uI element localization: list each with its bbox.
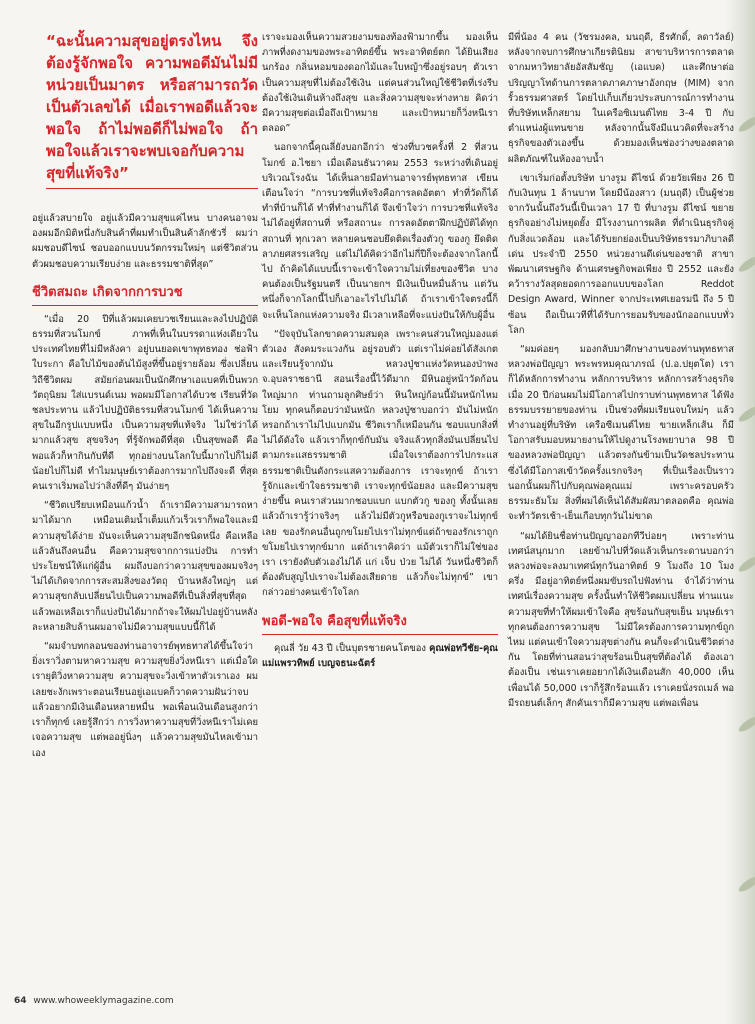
body-paragraph: เขาเริ่มก่อตั้งบริษัท บางรูม ดีไซน์ ด้วยวัยเพียง 26 ปี กับเงินทุน 1 ล้านบาท โดยมีน้องสาว (มนฤดี) เป็นผู้ช่วย จากวันนั้นถึงวันนี้เป็นเวลา 17 ปี ที่บางรูม ดีไซน์ ขยายธุรกิจอย่างไม่หยุดยั้ง มีโรงงานการผลิต ที่ดำเนินธุรกิจคู่กับสิ่งแวดล้อม และได้รับยกย่องเป็นบริษัทธรรมาภิบาลดีเด่น ประจำปี 2550 หน่วยงานดีเด่นของชาติ สาขาพัฒนาเศรษฐกิจ ด้านเศรษฐกิจพอเพียง ปี 2552 และยังคว้ารางวัลสุดยอดการออกแบบของโลก Reddot Design Award, Winner จากประเทศเยอรมนี ถึง 5 ปีซ้อน ถือเป็นเวทีที่ได้รับการยอมรับของนักออกแบบทั่วโลก [508,172,734,336]
body-paragraph: นอกจากนี้คุณลี่ยังบอกอีกว่า ช่วงที่บวชครั้งที่ 2 ที่สวนโมกข์ อ.ไชยา เมื่อเดือนธันวาคม 2553 ระหว่างที่เดินอยู่บริเวณโรงฉัน ได้เห็นลายมือท่านอาจารย์พุทธทาส เขียนเตือนใจว่า “การบวชที่แท้จริงคือการลดอัตตา ทำที่วัดก็ได้ ทำที่บ้านก็ได้ ทำที่ทำงานก็ได้ จึงเข้าใจว่า การบวชที่แท้จริงไม่ได้อยู่ที่สถานที่ หรือสถานะ การลดอัตตาฝึกปฏิบัติได้ทุกสถานที่ ทุกเวลา หลายคนชอบยึดติดเรื่องตัวกู ของกู ยึดติดลาภยศสรรเสริญ แต่ไม่ได้คิดว่าอีกไม่กี่ปีก็จะต้องจากโลกนี้ไป ถ้าคิดได้แบบนี้เราจะเข้าใจความไม่เที่ยงของชีวิต บางคนต้องเป็นรัฐมนตรี เป็นนายกฯ มีเงินเป็นหมื่นล้าน แต่วันหนึ่งก็จากโลกนี้ไปก็เอาอะไรไปไม่ได้ ถ้าเราเข้าใจตรงนี้ก็จะเห็นโลกแห่งความจริง มีเวลาเหลือที่จะแบ่งปันให้กับผู้อื่น [262,142,498,321]
pull-quote-text: “ฉะนั้นความสุขอยู่ตรงไหน จึงต้องรู้จักพอใจ ความพอดีมันไม่มีหน่วยเป็นมาตร หรือสามารถวัดเป็นตัวเลขได้ เมื่อเราพอดีแล้วจะพอใจ ถ้าไม่พอดีก็ไม่พอใจ ถ้าพอใจแล้วเราจะพบเจอกับความสุขที่แท้จริง” [46,30,258,189]
body-paragraph-final [262,641,498,671]
body-paragraph: “ผมจำบทกลอนของท่านอาจารย์พุทธทาสได้ขึ้นใจว่า ยิ่งเราวิ่งตามหาความสุข ความสุขยิ่งวิ่งหนีเรา แต่เมื่อใดเรายุติวิ่งหาความสุข ความสุขจะวิ่งเข้าหาตัวเราเอง ผมเลยชะงักเพราะตอนเรียนอยู่เอแบคก็วาดความฝันว่าจบแล้วอยากมีเงินเดือนหลายหมื่น พอเพื่อนเงินเดือนสูงกว่า เราก็ทุกข์ เลยรู้สึกว่า การวิ่งหาความสุขที่วิ่งหนีเราไม่เคยเจอความสุข แต่พออยู่นิ่งๆ แล้วความสุขมันไหลเข้ามาเอง [32,641,258,759]
body-paragraph: “ชีวิตเปรียบเหมือนแก้วน้ำ ถ้าเรามีความสามารถหามาได้มาก เหมือนเติมน้ำเต็มแก้วเร็วเราก็พอใจและมีความสุขได้ง่าย มันจะเห็นความสุขอีกชนิดหนึ่ง คือเหลือแล้วลันถึงคนอื่น คือความสุขจากการแบ่งปัน การทำประโยชน์ให้แก่ผู้อื่น ผมถึงบอกว่าความสุขของผมจริงๆ ไม่ได้เกิดจากการสะสมสิ่งของวัตถุ บ้านหลังใหญ่ๆ แต่ความสุขกลับเปลี่ยนไปเป็นความพอดีที่เป็นสิ่งที่สุขที่สุด แล้วพอเหลือเราก็แบ่งปันได้มากถ้าจะให้ผมไปอยู่บ้านหลังละหลายสิบล้านผมอาจไม่มีความสุขแบบนี้ก็ได้ [32,500,258,633]
column-left [32,30,258,765]
body-paragraph: เราจะมองเห็นความสวยงามของท้องฟ้ามากขึ้น มองเห็นภาพที่งดงามของพระอาทิตย์ขึ้น พระอาทิตย์ตก ได้ยินเสียงนกร้อง กลิ่นหอมของดอกไม้และใบหญ้าซึ่งอยู่รอบๆ ตัวเรา เป็นความสุขที่ไม่ต้องใช้เงิน แต่คนส่วนใหญ่ใช้ชีวิตที่เร่งรีบ ต้องใช้เงินเดินห้างถึงสุข และสิ่งความสุขจะห่างหาย คิดว่ามีความสุขต่อเมื่อถึงเป้าหมาย และเป้าหมายก็วิ่งหนีเราตลอด” [262,32,498,135]
leaf-shape [737,554,755,574]
section-heading-ordination: ชีวิตสมถะ เกิดจากการบวช [32,284,258,306]
body-paragraph: “ผมค่อยๆ มองกลับมาศึกษางานของท่านพุทธทาส หลวงพ่อปัญญา พระพรหมคุณาภรณ์ (ป.อ.ปยุตโต) เราก็ได้หลักการทำงาน หลักการบริหาร หลักการสร้างธุรกิจ เมื่อ 20 ปีก่อนผมไม่มีโอกาสไปกราบท่านพุทธทาส ได้ฟังธรรมบรรยายของท่าน เป็นช่วงที่ผมเรียนจบใหม่ๆ แล้วทำงานอยู่ที่บริษัท เครือซีเมนต์ไทย ขายเหล็กเส้น ก็มีโอกาสรับมอบหมายงานให้ไปดูงานโรงพยาบาล 98 ปี ของหลวงพ่อปัญญา แล้วตรงกันข้ามเป็นวัดชลประทาน ซึ่งได้มีโอกาสเข้าวัดครั้งแรกจริงๆ ที่เป็นเรื่องเป็นราว นอกนั้นผมก็ไปกับคุณพ่อคุณแม่ เพราะครอบครัวธรรมะธัมโม สิ่งที่ผมได้เห็นได้สัมผัสมาตลอดคือ คุณพ่อจะทำวัตรเช้า-เย็นเกือบทุกวันไม่ขาด [508,344,734,523]
column-middle [262,30,498,675]
intro-paragraph: อยู่แล้วสบายใจ อยู่แล้วมีความสุขแค่ไหน บางคนอาจมองผมอีกมิติหนึ่งกับสินค้าที่ผมทำเป็นสินค้าลักชัวรี่ ผมว่าผมชอบดีไซน์ ชอบออกแบบนวัตกรรมใหม่ๆ แต่ชีวิตส่วนตัวผมชอบความเรียบง่าย และธรรมชาติที่สุด” [32,213,258,270]
body-paragraph: “ปัจจุบันโลกขาดความสมดุล เพราะคนส่วนใหญ่มองแต่ตัวเอง สังคมระแวงกัน อยู่รอบตัว แต่เราไม่ค่อยได้สังเกตและเรียนรู้จากมัน หลวงปู่ชาแห่งวัดหนองป่าพง จ.อุบลราชธานี สอนเรื่องนี้ไว้ดีมาก มีหินอยู่หน้าวัดก้อนใหญ่มาก ท่านถามลูกศิษย์ว่า หินใหญ่ก้อนนี้มันหนักไหมโยม ทุกคนก็ตอบว่ามันหนัก หลวงปู่ชาบอกว่า มันไม่หนักหรอกถ้าเราไม่ไปแบกมัน ชีวิตเราก็เหมือนกัน ชอบแบกสิ่งที่ไม่ได้ดังใจ แล้วเราก็ทุกข์กับมัน จริงแล้วทุกสิ่งมันเปลี่ยนไปตามกระแสธรรมชาติ เมื่อใจเราต้องการไปกระแสธรรมชาติเป็นดังกระแสความต้องการ เราจะทุกข์ ถ้าเรารู้จักและเข้าใจธรรมชาติ เราจะทุกข์น้อยลง และมีความสุขง่ายขึ้น คนเราส่วนมากชอบแบก แบกตัวกู ของกู ทั้งนั้นเลย แล้วถ้าเรารู้ว่าจริงๆ แล้วไม่มีตัวกูหรือของกูเราจะไม่ทุกข์เลย ของรักคนอื่นถูกขโมยไปเราไม่ทุกข์แต่ถ้าของรักเราถูกขโมยไปเราทุกข์มาก แต่ถ้าเราคิดว่า แม้ตัวเราก็ไม่ใช่ของเรา เรายังดับตัวเองไม่ได้ แก่ เจ็บ ป่วย ไม่ได้ วันหนึ่งชีวิตก็ต้องดับสูญไปเราจะไม่ต้องเสียดาย แล้วก็จะไม่ทุกข์” เขากล่าวอย่างคนเข้าใจโลก [262,328,498,599]
body-paragraph: “เมื่อ 20 ปีที่แล้วผมเคยบวชเรียนและลงไปปฏิบัติธรรมที่สวนโมกข์ ภาพที่เห็นในบรรดาแห่งเดียวในประเทศไทยที่ไม่มีหลังคา อยู่บนยอดเขาพุทธทอง ช่อฟ้าใบระกา คือใบไม้ของต้นไม้สูงที่ขึ้นอยู่รายล้อม ซึ่งเปลี่ยนวิถีชีวิตผม สมัยก่อนผมเป็นนักศึกษาเอแบคที่เป็นพวกวัตถุนิยม ใส่แบรนด์เนม พอผมมีโอกาสได้บวช เรียนที่วัดชลประทาน แล้วไปปฏิบัติธรรมที่สวนโมกข์ ได้เห็นความสุขในอีกรูปแบบหนึ่ง เป็นความสุขที่แท้จริง ไม่ใช่ว่าได้มากแล้วสุข สุขจริงๆ ที่รู้จักพอดีที่สุด เป็นสุขพอดี คือพอแล้วก็หากินกับที่ดี ทุกอย่างบนโลกใบนี้มากไปก็ไม่ดี น้อยไปก็ไม่ดี ทำไมมนุษย์เราต้องการมากไปถึงจะดี ที่สุดคนเราเริ่มพอไปว่าสิ่งที่ดีๆ มันง่ายๆ [32,313,258,493]
leaf-shape [737,714,755,734]
section-heading-sufficiency: พอดี-พอใจ คือสุขที่แท้จริง [262,613,498,635]
final-lead-text: คุณลี่ วัย 43 ปี เป็นบุตรชายคนโตของ [274,642,426,654]
leaf-shape [737,114,755,134]
page-number: 64 [14,996,27,1006]
website-link[interactable]: www.whoweeklymagazine.com [33,996,174,1006]
leaf-shape [737,404,755,424]
body-paragraph: “ผมได้ยินชื่อท่านปัญญาออกทีวีบ่อยๆ เพราะท่านเทศน์สนุกมาก เลยข้ามไปที่วัดแล้วเห็นกระดานบอกว่าหลวงพ่อจะลงมาเทศน์ทุกวันอาทิตย์ 9 โมงถึง 10 โมงครึ่ง มีอยู่อาทิตย์หนึ่งผมขับรถไปฟังท่าน จำได้ว่าท่านเทศน์เรื่องความสุข ครั้งนั้นทำให้ชีวิตผมเปลี่ยน ท่านแนะความสุขที่ทำให้ผมเข้าใจคือ สุขร้อนกับสุขเย็น มนุษย์เราทุกคนต้องการความสุข ไม่มีใครต้องการความทุกข์ถูกไหม แต่คนเข้าใจความสุขต่างกัน คนก็จะดำเนินชีวิตต่างกัน โดยที่ท่านสอนว่าสุขร้อนเป็นสุขที่ต้องได้ ต้องเอา ต้องเป็น เช่นเราเคยอยากได้เงินเดือนสัก 40,000 เห็นเพื่อนได้ 50,000 เราก็รู้สึกร้อนแล้ว เราเคยนั่งรถเมล์ พอมีรถยนต์เล็กๆ สักคันเราก็มีความสุข แต่พอเพื่อน [508,530,734,709]
page-footer [14,996,174,1006]
leaf-shape [737,254,755,274]
column-right [508,30,734,715]
body-paragraph: มีพี่น้อง 4 คน (วัชรมงคล, มนฤดี, ธีรศักดิ์, ลดาวัลย์) หลังจากจบการศึกษาเกียรตินิยม สาขาบริหารการตลาด จากมหาวิทยาลัยอัสสัมชัญ (เอแบค) และศึกษาต่อปริญญาโทด้านการตลาดภาคภาษาอังกฤษ (MIM) จากรั้วธรรมศาสตร์ โดยไปเก็บเกี่ยวประสบการณ์การทำงานที่บริษัทเหล็กสยาม ในเครือซิเมนต์ไทย 3-4 ปี กับตำแหน่งผู้แทนขาย หลังจากนั้นจึงมีแนวคิดที่จะสร้างธุรกิจของตัวเองขึ้น ด้วยมองเห็นช่องว่างของตลาดผลิตภัณฑ์ในห้องอาบน้ำ [508,32,734,165]
pull-quote [32,30,258,189]
leaf-shape [737,874,755,894]
parents-names: คุณพ่อทวีชัย-คุณแม่แพรวทิพย์ เบญจธนะฉัตร์ [262,642,499,669]
